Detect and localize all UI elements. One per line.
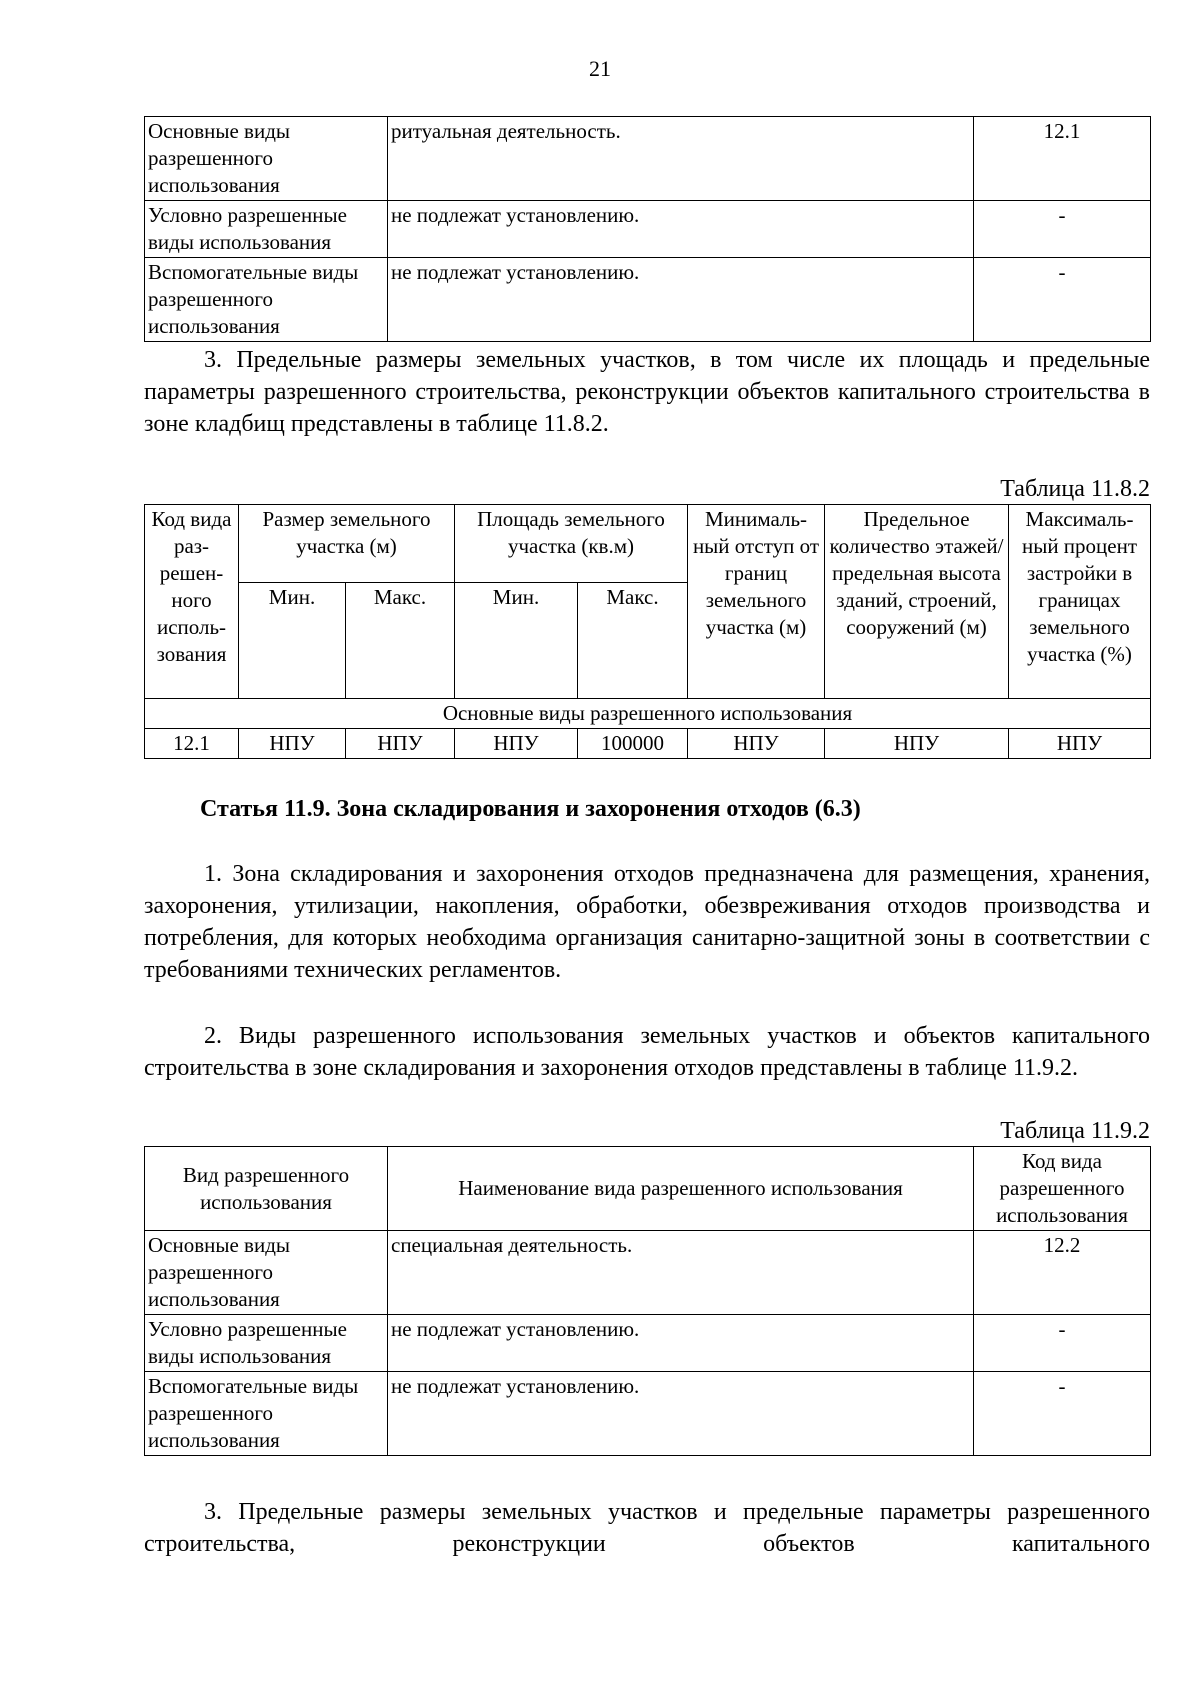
table-1182: [144, 504, 1151, 759]
use-code-cell: -: [974, 258, 1151, 342]
use-code-cell: 12.2: [974, 1231, 1151, 1315]
paragraph-3-zone-waste: 3. Предельные размеры земельных участков и предельные параметры разрешенного строительства, реконструкции объектов капитального: [144, 1499, 1150, 1557]
paragraph-1: 1. Зона складирования и захоронения отходов предназначена для размещения, хранения, захоронения, утилизации, накопления, обработки, обезвреживания отходов производства и потребления, для которых необходима организация санитарно-защитной зоны в соответствии с требованиями технических регламентов.: [144, 861, 1150, 983]
use-name-cell: специальная деятельность.: [388, 1231, 974, 1315]
table-header-row: [145, 505, 1151, 583]
cell-floors: НПУ: [825, 729, 1009, 759]
cell-code: 12.1: [145, 729, 239, 759]
table-caption-1192: Таблица 11.9.2: [1000, 1118, 1150, 1144]
header-size: Размер земельного участка (м): [239, 505, 455, 583]
table-row: [145, 1231, 1151, 1315]
section-label: Основные виды разрешенного использования: [145, 699, 1151, 729]
header-area-min: Мин.: [455, 583, 578, 699]
cell-percent: НПУ: [1009, 729, 1151, 759]
table-row: [145, 1315, 1151, 1372]
article-heading: Статья 11.9. Зона складирования и захоронения отходов (6.3): [200, 796, 861, 822]
header-percent: Максималь-ный процент застройки в границах земельного участка (%): [1009, 505, 1151, 699]
header-code: Код вида раз-решен-ного исполь-зования: [145, 505, 239, 699]
cell-setback: НПУ: [688, 729, 825, 759]
header-floors: Предельное количество этажей/ предельная высота зданий, строений, сооружений (м): [825, 505, 1009, 699]
table-row: [145, 201, 1151, 258]
use-code-cell: -: [974, 1372, 1151, 1456]
use-type-cell: Основные виды разрешенного использования: [145, 117, 388, 201]
paragraph-2: 2. Виды разрешенного использования земельных участков и объектов капитального строительства в зоне складирования и захоронения отходов представлены в таблице 11.9.2.: [144, 1023, 1150, 1081]
cell-size-max: НПУ: [346, 729, 455, 759]
use-type-cell: Условно разрешенные виды использования: [145, 1315, 388, 1372]
cell-size-min: НПУ: [239, 729, 346, 759]
page-number: 21: [589, 56, 611, 81]
table-section-row: [145, 699, 1151, 729]
use-type-cell: Условно разрешенные виды использования: [145, 201, 388, 258]
use-type-cell: Вспомогательные виды разрешенного использования: [145, 1372, 388, 1456]
use-code-cell: -: [974, 201, 1151, 258]
header-use-name: Наименование вида разрешенного использования: [388, 1147, 974, 1231]
use-code-cell: 12.1: [974, 117, 1151, 201]
use-name-cell: не подлежат установлению.: [388, 1372, 974, 1456]
table-caption-1182: Таблица 11.8.2: [1000, 476, 1150, 502]
header-use-code: Код вида разрешенного использования: [974, 1147, 1151, 1231]
table-header-row: [145, 1147, 1151, 1231]
table-top: [144, 116, 1151, 342]
header-use-type: Вид разрешенного использования: [145, 1147, 388, 1231]
use-name-cell: ритуальная деятельность.: [388, 117, 974, 201]
table-1192: [144, 1146, 1151, 1456]
use-name-cell: не подлежат установлению.: [388, 201, 974, 258]
use-code-cell: -: [974, 1315, 1151, 1372]
table-row: [145, 258, 1151, 342]
cell-area-min: НПУ: [455, 729, 578, 759]
cell-area-max: 100000: [578, 729, 688, 759]
header-size-max: Макс.: [346, 583, 455, 699]
table-row: [145, 117, 1151, 201]
use-name-cell: не подлежат установлению.: [388, 258, 974, 342]
paragraph-3-zone-cemetery: 3. Предельные размеры земельных участков, в том числе их площадь и предельные параметры разрешенного строительства, реконструкции объектов капитального строительства в зоне кладбищ представлены в таблице 11.8.2.: [144, 347, 1150, 437]
use-name-cell: не подлежат установлению.: [388, 1315, 974, 1372]
header-setback: Минималь-ный отступ от границ земельного участка (м): [688, 505, 825, 699]
use-type-cell: Вспомогательные виды разрешенного использования: [145, 258, 388, 342]
header-area-max: Макс.: [578, 583, 688, 699]
use-type-cell: Основные виды разрешенного использования: [145, 1231, 388, 1315]
table-row: [145, 729, 1151, 759]
header-area: Площадь земельного участка (кв.м): [455, 505, 688, 583]
header-size-min: Мин.: [239, 583, 346, 699]
table-row: [145, 1372, 1151, 1456]
